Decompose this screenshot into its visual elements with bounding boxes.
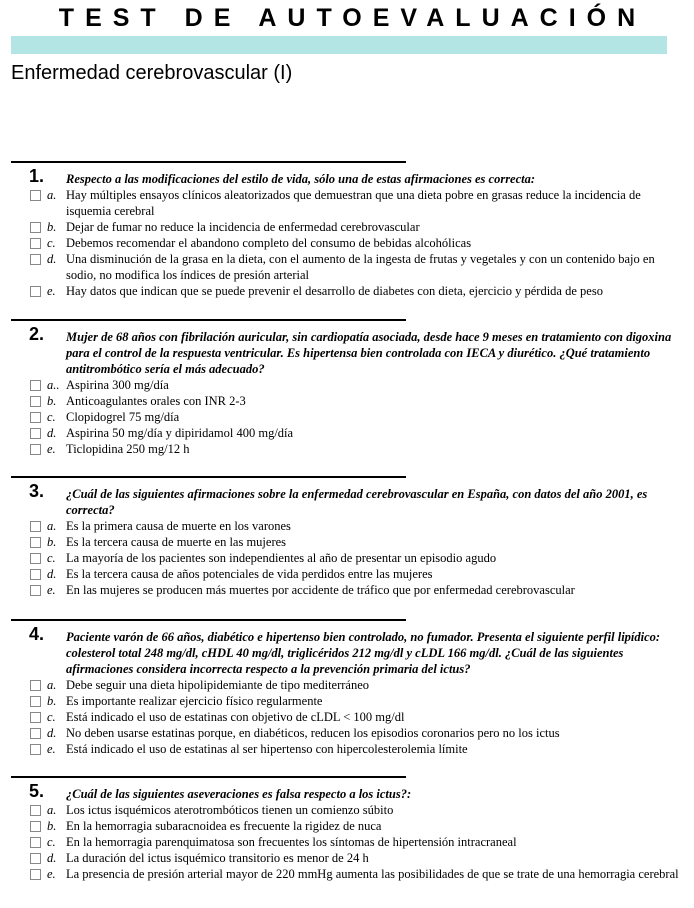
answer-option[interactable] [11,409,681,425]
option-letter: b. [47,535,57,549]
answer-option[interactable] [11,582,681,598]
checkbox[interactable] [30,254,41,265]
answer-option[interactable] [11,441,681,457]
option-text: Es la tercera causa de años potenciales de vida perdidos entre las mujeres [66,567,433,581]
option-letter: d. [47,726,57,740]
option-letter: d. [47,426,57,440]
option-text: Hay múltiples ensayos clínicos aleatorizados que demuestran que una dieta pobre en grasas reduce la incidencia de isquemia cerebral [66,188,641,218]
checkbox[interactable] [30,380,41,391]
answer-option[interactable] [11,866,681,882]
question-text [11,166,681,187]
option-text: Los ictus isquémicos aterotrombóticos tienen un comienzo súbito [66,803,394,817]
question-stem: ¿Cuál de las siguientes aseveraciones es falsa respecto a los ictus?: [66,787,412,801]
option-text: Está indicado el uso de estatinas con objetivo de cLDL < 100 mg/dl [66,710,405,724]
option-letter: b. [47,394,57,408]
divider [11,319,406,321]
option-text: Es la tercera causa de muerte en las mujeres [66,535,287,549]
option-text: No deben usarse estatinas porque, en diabéticos, reducen los episodios coronarios pero no los ictus [66,726,560,740]
checkbox[interactable] [30,585,41,596]
divider [11,476,406,478]
option-letter: a.. [47,378,60,392]
checkbox[interactable] [30,190,41,201]
answer-option[interactable] [11,425,681,441]
checkbox[interactable] [30,805,41,816]
section-subtitle: Enfermedad cerebrovascular (I) [11,62,293,84]
option-letter: a. [47,678,57,692]
checkbox[interactable] [30,569,41,580]
page-title: TEST DE AUTOEVALUACIÓN [58,4,647,32]
option-letter: e. [47,583,56,597]
answer-option[interactable] [11,518,681,534]
option-text: En la hemorragia subaracnoidea es frecuente la rigidez de nuca [66,819,382,833]
option-text: En la hemorragia parenquimatosa son frecuentes los síntomas de hipertensión intracraneal [66,835,517,849]
option-text: La mayoría de los pacientes son independientes al año de presentar un episodio agudo [66,551,497,565]
question-text [11,324,681,377]
question-text [11,781,681,802]
question-number: 5. [29,781,45,801]
question-number: 2. [29,324,45,344]
question-3 [11,476,681,598]
answer-option[interactable] [11,534,681,550]
header-band [11,36,667,54]
option-letter: e. [47,742,56,756]
checkbox[interactable] [30,412,41,423]
answer-option[interactable] [11,850,681,866]
answer-option[interactable] [11,187,681,219]
answer-option[interactable] [11,550,681,566]
option-letter: c. [47,710,56,724]
option-text: Ticlopidina 250 mg/12 h [66,442,190,456]
option-letter: a. [47,803,57,817]
option-letter: a. [47,519,57,533]
question-4 [11,619,681,757]
option-letter: c. [47,410,56,424]
option-letter: b. [47,694,57,708]
option-text: Aspirina 300 mg/día [66,378,169,392]
checkbox[interactable] [30,444,41,455]
checkbox[interactable] [30,728,41,739]
answer-option[interactable] [11,725,681,741]
checkbox[interactable] [30,869,41,880]
option-text: Es la primera causa de muerte en los varones [66,519,291,533]
answer-option[interactable] [11,377,681,393]
option-letter: e. [47,442,56,456]
option-text: Dejar de fumar no reduce la incidencia de enfermedad cerebrovascular [66,220,420,234]
option-text: Hay datos que indican que se puede prevenir el desarrollo de diabetes con dieta, ejercicio y pérdida de peso [66,284,603,298]
option-letter: b. [47,220,57,234]
option-letter: b. [47,819,57,833]
answer-option[interactable] [11,251,681,283]
question-1 [11,161,681,299]
question-stem: Mujer de 68 años con fibrilación auricular, sin cardiopatía asociada, desde hace 9 meses en tratamiento con digoxina para el control de la respuesta ventricular. Es hipertensa bien controlada con IECA y diurético. ¿Qué tratamiento antitrombótico sería el más adecuado? [66,330,672,376]
answer-option[interactable] [11,834,681,850]
answer-option[interactable] [11,219,681,235]
checkbox[interactable] [30,222,41,233]
checkbox[interactable] [30,680,41,691]
checkbox[interactable] [30,428,41,439]
checkbox[interactable] [30,821,41,832]
question-text [11,481,681,518]
answer-option[interactable] [11,741,681,757]
answer-option[interactable] [11,235,681,251]
option-text: La duración del ictus isquémico transitorio es menor de 24 h [66,851,369,865]
option-letter: d. [47,567,57,581]
checkbox[interactable] [30,521,41,532]
option-letter: d. [47,252,57,266]
checkbox[interactable] [30,553,41,564]
answer-option[interactable] [11,566,681,582]
option-text: Es importante realizar ejercicio físico regularmente [66,694,323,708]
option-text: Está indicado el uso de estatinas al ser hipertenso con hipercolesterolemia límite [66,742,468,756]
option-text: Debe seguir una dieta hipolipidemiante de tipo mediterráneo [66,678,370,692]
divider [11,161,406,163]
question-2 [11,319,681,457]
question-number: 3. [29,481,45,501]
option-letter: d. [47,851,57,865]
question-stem: Respecto a las modificaciones del estilo de vida, sólo una de estas afirmaciones es correcta: [66,172,536,186]
question-number: 1. [29,166,45,186]
divider [11,619,406,621]
question-stem: Paciente varón de 66 años, diabético e hipertenso bien controlado, no fumador. Presenta el siguiente perfil lipídico: colesterol total 248 mg/dl, cHDL 40 mg/dl, triglicéridos 212 mg/dl y cLDL 166 mg/dl. ¿Cuál de las siguientes afirmaciones considera incorrecta respecto a la prevención primaria del ictus? [66,630,661,676]
checkbox[interactable] [30,853,41,864]
answer-option[interactable] [11,802,681,818]
option-text: Aspirina 50 mg/día y dipiridamol 400 mg/día [66,426,294,440]
option-text: Anticoagulantes orales con INR 2-3 [66,394,246,408]
option-letter: c. [47,551,56,565]
checkbox[interactable] [30,396,41,407]
answer-option[interactable] [11,709,681,725]
answer-option[interactable] [11,818,681,834]
checkbox[interactable] [30,286,41,297]
question-number: 4. [29,624,45,644]
checkbox[interactable] [30,537,41,548]
option-text: Clopidogrel 75 mg/día [66,410,180,424]
question-5 [11,776,681,882]
answer-option[interactable] [11,693,681,709]
option-letter: a. [47,188,57,202]
checkbox[interactable] [30,696,41,707]
checkbox[interactable] [30,238,41,249]
option-letter: e. [47,867,56,881]
option-letter: c. [47,236,56,250]
question-stem: ¿Cuál de las siguientes afirmaciones sobre la enfermedad cerebrovascular en España, con datos del año 2001, es correcta? [66,487,648,517]
option-letter: e. [47,284,56,298]
divider [11,776,406,778]
checkbox[interactable] [30,712,41,723]
checkbox[interactable] [30,837,41,848]
option-text: En las mujeres se producen más muertes por accidente de tráfico que por enfermedad cerebrovascular [66,583,575,597]
answer-option[interactable] [11,677,681,693]
option-letter: c. [47,835,56,849]
checkbox[interactable] [30,744,41,755]
question-text [11,624,681,677]
option-text: Una disminución de la grasa en la dieta, con el aumento de la ingesta de frutas y vegetales y con un contenido bajo en sodio, no modifica los índices de presión arterial [66,252,655,282]
answer-option[interactable] [11,283,681,299]
option-text: La presencia de presión arterial mayor de 220 mmHg aumenta las posibilidades de que se trate de una hemorragia cerebral [66,867,679,881]
option-text: Debemos recomendar el abandono completo del consumo de bebidas alcohólicas [66,236,472,250]
answer-option[interactable] [11,393,681,409]
